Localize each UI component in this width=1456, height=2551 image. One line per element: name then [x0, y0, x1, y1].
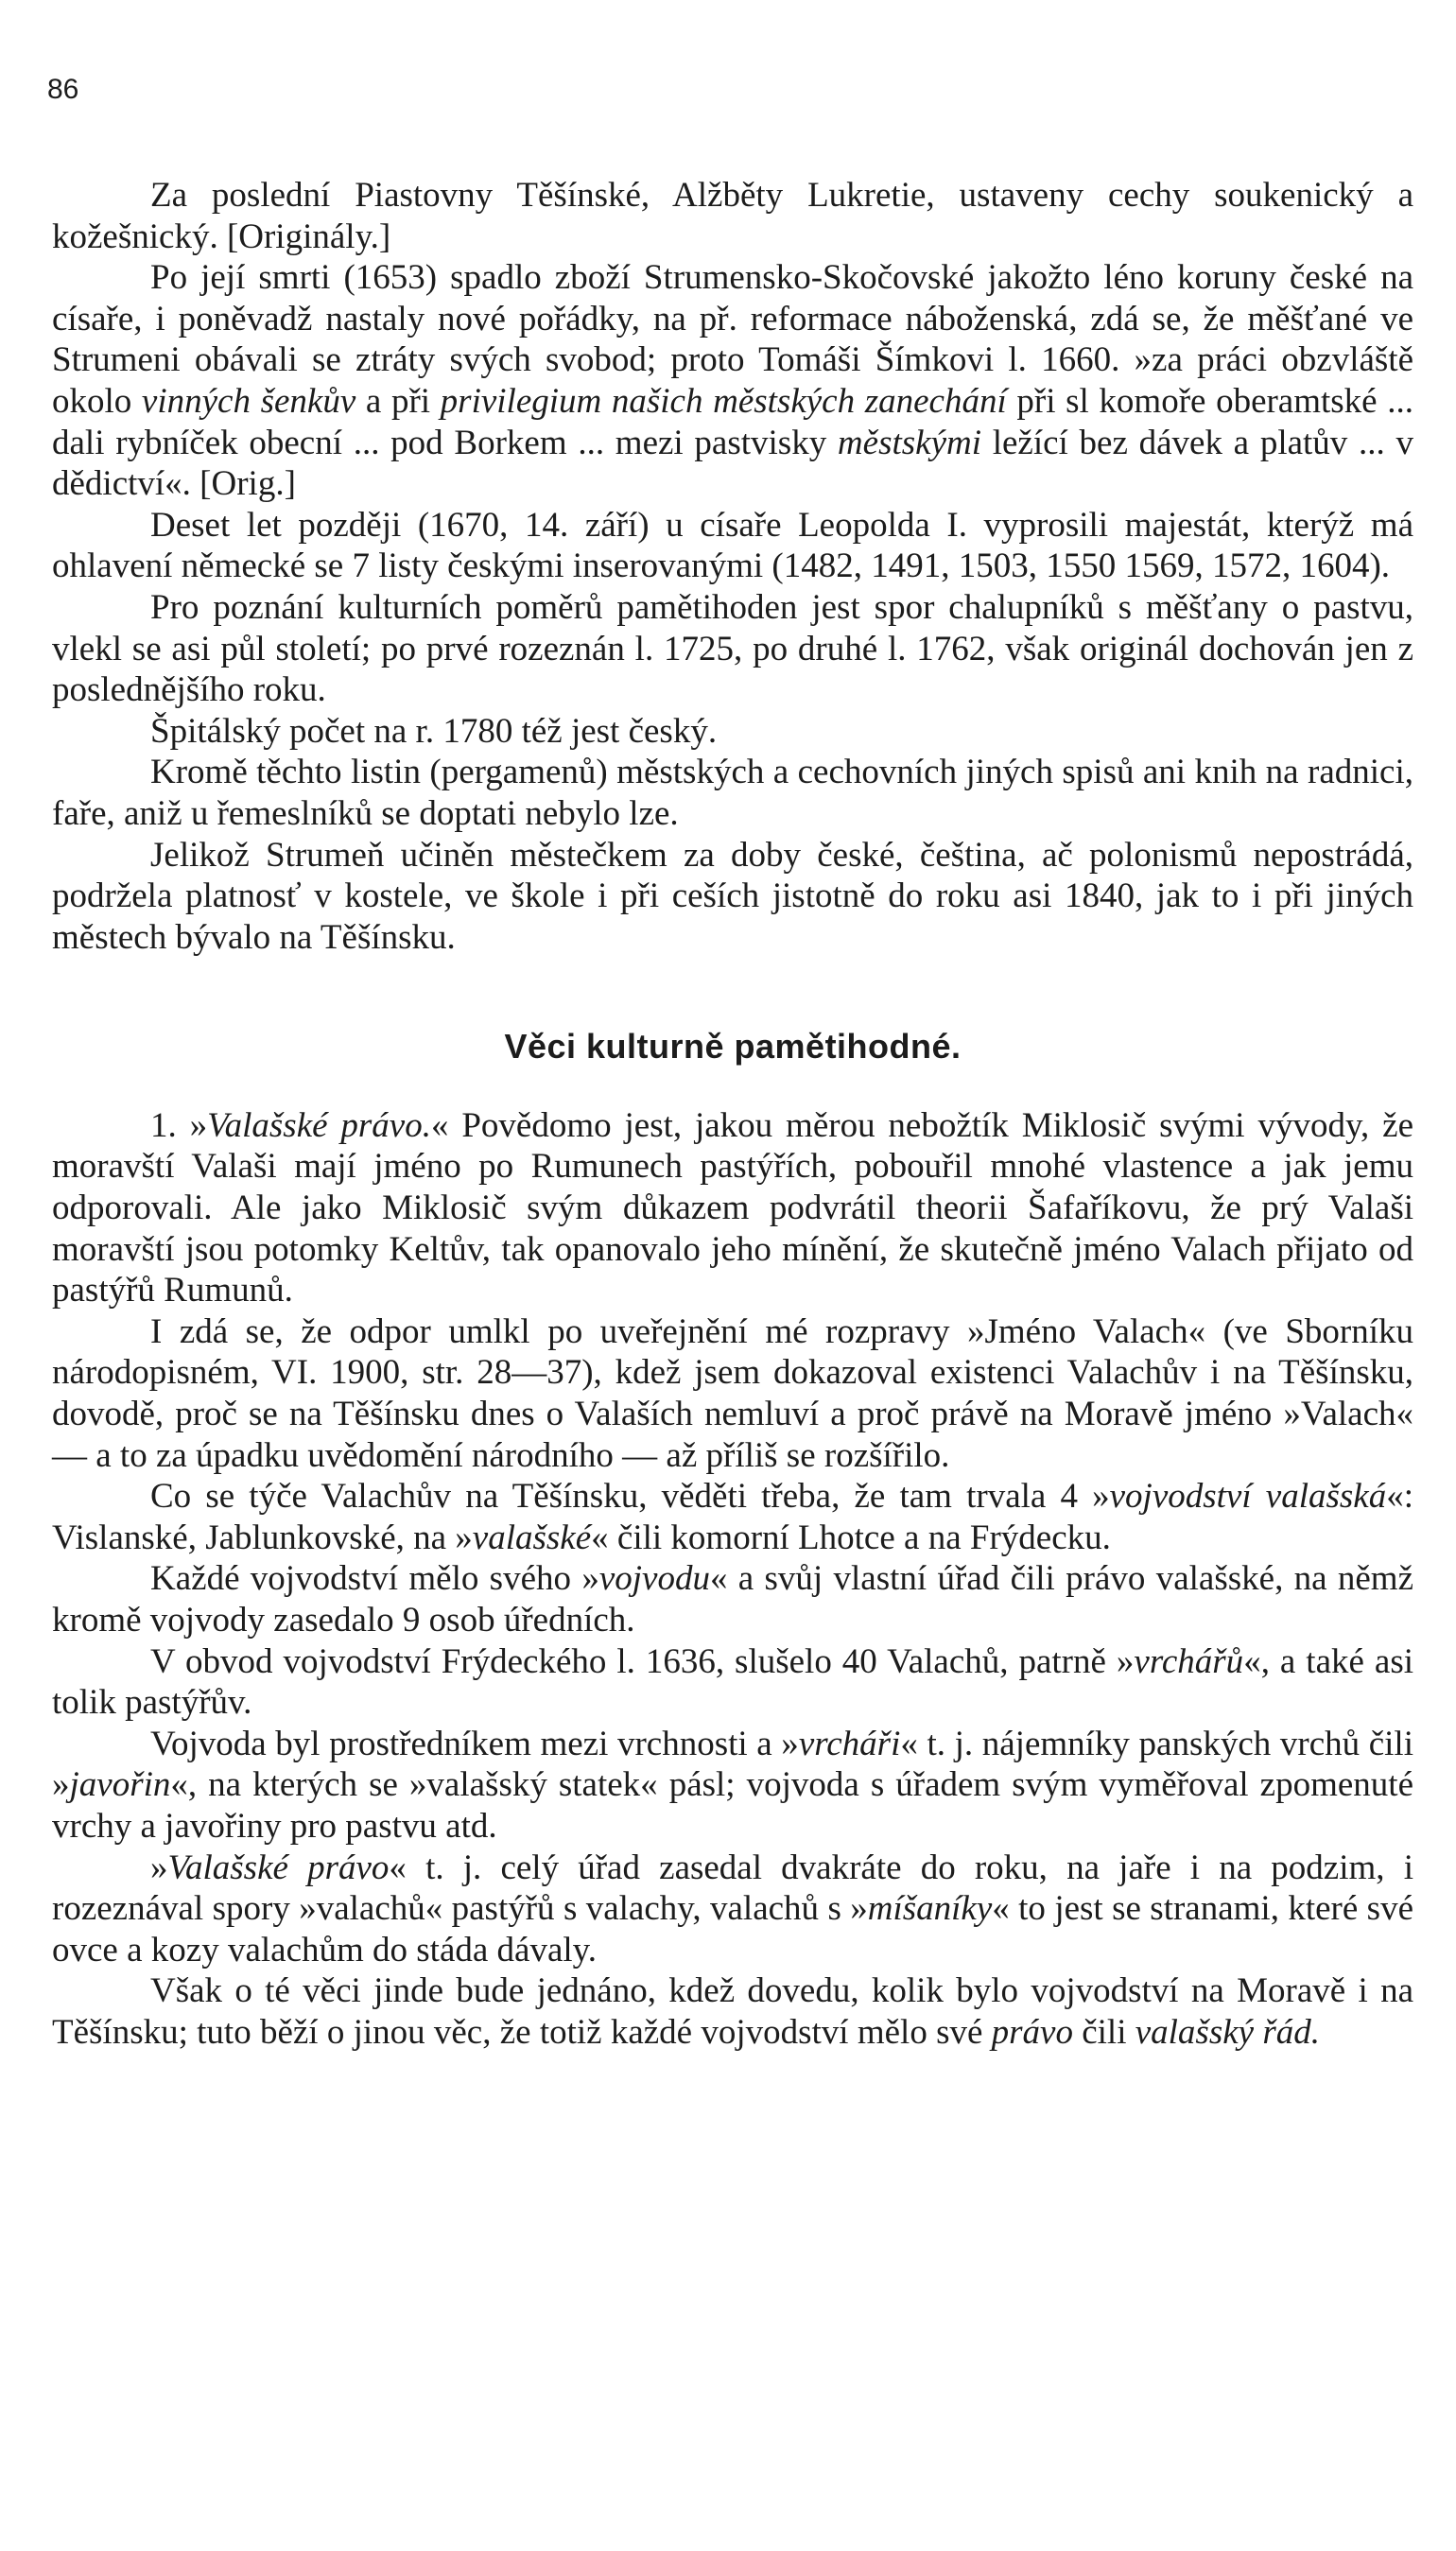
paragraph: I zdá se, že odpor umlkl po uveřejnění mé rozpravy »Jméno Valach« (ve Sborníku národopisném, VI. 1900, str. 28—37), kdež jsem dokazoval existenci Valachův i na Těšínsku, dovodě, proč se na Těšínsku dnes o Valaších nemluví a proč právě na Moravě jméno »Valach« — a to za úpadku uvědomění národního — až příliš se rozšířilo.: [52, 1311, 1413, 1475]
paragraph: Pro poznání kulturních poměrů pamětihoden jest spor chalupníků s měšťany o pastvu, vlekl se asi půl století; po prvé rozeznán l. 1725, po druhé l. 1762, však originál dochován jen z poslednějšího roku.: [52, 587, 1413, 710]
body-text: [52, 175, 1413, 2054]
paragraph: Každé vojvodství mělo svého »vojvodu« a svůj vlastní úřad čili právo valašské, na němž kromě vojvody zasedalo 9 osob úředních.: [52, 1559, 1414, 1640]
paragraph: Však o té věci jinde bude jednáno, kdež dovedu, kolik bylo vojvodství na Moravě i na Těšínsku; tuto běží o jinou věc, že totiž každé vojvodství mělo své právo čili valašský řád.: [52, 1971, 1413, 2052]
paragraph: Za poslední Piastovny Těšínské, Alžběty Lukretie, ustaveny cechy soukenický a kožešnický. [Originály.]: [52, 176, 1413, 256]
paragraph: Vojvoda byl prostředníkem mezi vrchnosti a »vrcháři« t. j. nájemníky panských vrchů čili »javořin«, na kterých se »valašský statek« pásl; vojvoda s úřadem svým vyměřoval zpomenuté vrchy a javořiny pro pastvu atd.: [52, 1724, 1413, 1846]
section-heading: Věci kulturně pamětihodné.: [504, 1027, 962, 1067]
paragraph: Kromě těchto listin (pergamenů) městských a cechovních jiných spisů ani knih na radnici, faře, aniž u řemeslníků se doptati nebylo lze.: [52, 753, 1413, 833]
paragraph: Deset let později (1670, 14. září) u císaře Leopolda I. vyprosili majestát, kterýž má ohlavení německé se 7 listy českými inserovanými (1482, 1491, 1503, 1550 1569, 1572, 1604).: [52, 505, 1413, 586]
paragraph: Jelikož Strumeň učiněn městečkem za doby české, čeština, ač polonismů nepostrádá, podržela platnosť v kostele, ve škole i při ceších jistotně do roku asi 1840, jak to i při jiných městech bývalo na Těšínsku.: [52, 835, 1413, 957]
paragraph: Po její smrti (1653) spadlo zboží Strumensko-Skočovské jakožto léno koruny české na císaře, i poněvadž nastaly nové pořádky, na př. reformace náboženská, zdá se, že měšťané ve Strumeni obávali se ztráty svých svobod; proto Tomáši Šímkovi l. 1660. »za práci obzvláště okolo vinných šenkův a při privilegium našich městských zanechání při sl komoře oberamtské ... dali rybníček obecní ... pod Borkem ... mezi pastvisky městskými ležící bez dávek a platův ... v dědictví«. [Orig.]: [52, 258, 1413, 504]
paragraph: Co se týče Valachův na Těšínsku, věděti třeba, že tam trvala 4 »vojvodství valašská«: Vislanské, Jablunkovské, na »valašské« čili komorní Lhotce a na Frýdecku.: [52, 1477, 1413, 1557]
page-number: 86: [47, 74, 79, 105]
paragraph: V obvod vojvodství Frýdeckého l. 1636, slušelo 40 Valachů, patrně »vrchářů«, a také asi tolik pastýřův.: [52, 1641, 1413, 1723]
paragraph: 1. »Valašské právo.« Povědomo jest, jakou měrou nebožtík Miklosič svými vývody, že moravští Valaši mají jméno po Rumunech pastýřích, pobouřil mnohé vlastence a jak jemu odporovali. Ale jako Miklosič svým důkazem podvrátil theorii Šafaříkovu, že prý Valaši moravští jsou potomky Keltův, tak opanovalo jeho mínění, že skutečně jméno Valach přijato od pastýřů Rumunů.: [52, 1105, 1413, 1310]
paragraph: Špitálský počet na r. 1780 též jest český.: [150, 711, 718, 751]
paragraph: »Valašské právo« t. j. celý úřad zasedal dvakráte do roku, na jaře i na podzim, i rozeznával spory »valachů« pastýřů s valachy, valachů s »míšaníky« to jest se stranami, které své ovce a kozy valachům do stáda dávaly.: [52, 1848, 1413, 1970]
